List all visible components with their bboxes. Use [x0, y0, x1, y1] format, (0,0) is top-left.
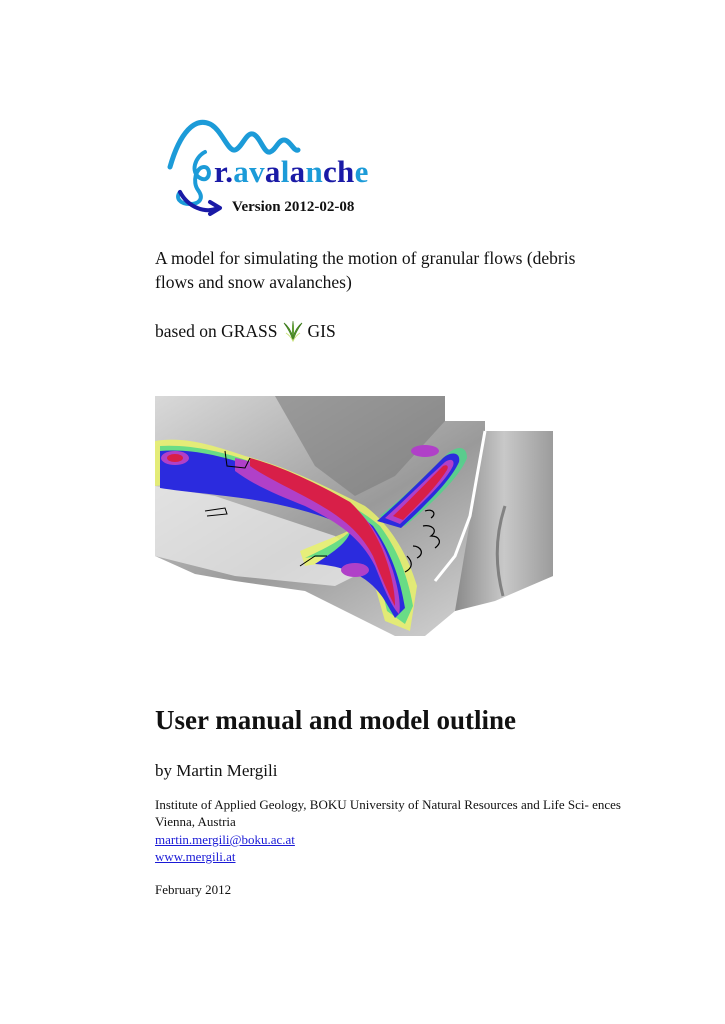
model-description: A model for simulating the motion of granular flows (debris flows and snow avalanches)	[155, 248, 576, 292]
grass-logo-icon	[282, 319, 304, 343]
based-on-text: based on GRASS	[155, 320, 278, 341]
author: by Martin Mergili	[155, 761, 278, 780]
document-title: User manual and model outline	[155, 705, 517, 735]
institute: Institute of Applied Geology, BOKU University of Natural Resources and Life Sci- ences Vienna, Austria	[155, 797, 621, 829]
gis-text: GIS	[307, 320, 336, 341]
based-on-line	[155, 319, 336, 343]
version-label: Version 2012-02-08	[232, 199, 355, 215]
website-link[interactable]: www.mergili.at	[155, 849, 236, 864]
logo-title: r.avalanche	[214, 154, 369, 189]
email-link[interactable]: martin.mergili@boku.ac.at	[155, 832, 295, 847]
avalanche-simulation-map	[155, 396, 553, 636]
publication-date: February 2012	[155, 882, 232, 897]
